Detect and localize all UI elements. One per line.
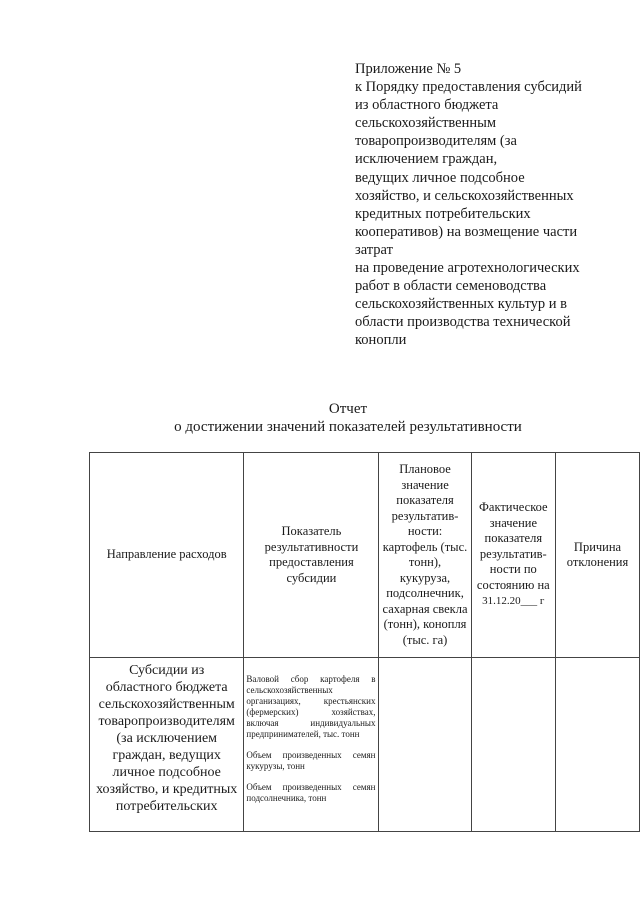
appendix-line: из областного бюджета bbox=[355, 97, 499, 114]
appendix-line: на проведение агротехнологических bbox=[355, 260, 580, 277]
appendix-line: кооперативов) на возмещение части bbox=[355, 223, 578, 240]
report-title-line1: Отчет bbox=[328, 401, 368, 417]
appendix-line: хозяйство, и сельскохозяйственных bbox=[355, 187, 574, 204]
header-actual-text: Фактическое значение показателя результатив-ности по состоянию на bbox=[476, 500, 550, 592]
indicator-item: Валовой сбор картофеля в сельскохозяйственных организациях, крестьянских (фермерских) хозяйствах, включая индивидуальных предпринимателей, тыс. тонн bbox=[246, 674, 376, 739]
appendix-line: товаропроизводителям (за bbox=[355, 133, 517, 150]
header-actual-date: 31.12.20___ г bbox=[482, 595, 545, 608]
report-table bbox=[89, 452, 640, 832]
appendix-line: к Порядку предоставления субсидий bbox=[355, 79, 582, 96]
appendix-line: исключением граждан, bbox=[355, 151, 498, 168]
appendix-line: сельскохозяйственным bbox=[355, 115, 497, 132]
header-direction: Направление расходов bbox=[90, 453, 244, 658]
appendix-line: затрат bbox=[355, 241, 393, 258]
appendix-block bbox=[355, 60, 605, 350]
row-actual-cell[interactable] bbox=[471, 658, 555, 832]
appendix-line: сельскохозяйственных культур и в bbox=[355, 296, 567, 313]
appendix-line: области производства технической bbox=[355, 314, 571, 331]
indicator-item: Объем произведенных семян подсолнечника, тонн bbox=[246, 782, 376, 803]
appendix-line: ведущих личное подсобное bbox=[355, 169, 525, 186]
header-indicator: Показатель результативности предоставления субсидии bbox=[244, 453, 379, 658]
header-planned: Плановое значение показателя результатив-ности: картофель (тыс. тонн), кукуруза, подсолнечник, сахарная свекла (тонн), конопля (тыс. га) bbox=[379, 453, 471, 658]
row-indicators bbox=[244, 658, 379, 832]
indicator-item: Объем произведенных семян кукурузы, тонн bbox=[246, 750, 376, 771]
appendix-line: конопли bbox=[355, 332, 407, 349]
row-reason-cell[interactable] bbox=[556, 658, 640, 832]
header-actual bbox=[471, 453, 555, 658]
row-direction: Субсидии из областного бюджета сельскохозяйственным товаропроизводителям (за исключением граждан, ведущих личное подсобное хозяйство, и кредитных потребительских bbox=[90, 658, 244, 832]
report-title bbox=[88, 400, 608, 436]
report-title-line2: о достижении значений показателей результативности bbox=[174, 419, 522, 435]
table-header-row bbox=[90, 453, 640, 658]
header-reason: Причина отклонения bbox=[556, 453, 640, 658]
appendix-line: кредитных потребительских bbox=[355, 205, 531, 222]
row-planned-cell[interactable] bbox=[379, 658, 471, 832]
appendix-line: работ в области семеноводства bbox=[355, 278, 547, 295]
appendix-line: Приложение № 5 bbox=[355, 61, 462, 77]
table-row bbox=[90, 658, 640, 832]
